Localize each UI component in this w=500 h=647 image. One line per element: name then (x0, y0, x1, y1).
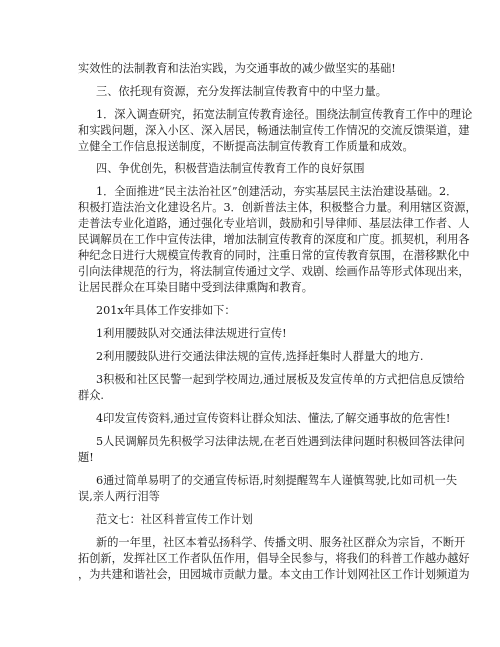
section-heading: 范文七：社区科普宣传工作计划 (96, 513, 253, 526)
text-line: 和实践问题，深入小区、深入居民，畅通法制宣传工作情况的交流反馈渠道，建 (78, 124, 470, 137)
list-item: 3积极和社区民警一起到学校周边,通过展板及发宣传单的方式把信息反馈给 (96, 373, 465, 386)
list-item: 2利用腰鼓队进行交通法律法规的宣传,选择赶集时人群量大的地方. (96, 350, 424, 363)
text-line: 1．深入调查研究，拓宽法制宣传教育途径。围绕法制宣传教育工作中的理论 (96, 108, 473, 121)
text-line: 积极打造法治文化建设名片。3．创新普法主体，积极整合力量。利用辖区资源， (78, 201, 477, 214)
list-item: 4印发宣传资料,通过宣传资料让群众知法、懂法,了解交通事故的危害性! (96, 412, 451, 425)
text-line: 群众. (78, 389, 104, 402)
section-heading: 三、依托现有资源，充分发挥法制宣传教育中的中坚力量。 (96, 85, 387, 98)
text-line: 误,亲人两行泪等 (78, 490, 160, 503)
text-line: 民调解员在工作中宣传法律，增加法制宣传教育的深度和广度。抓契机，利用各 (78, 233, 470, 246)
text-line: 让居民群众在耳染目睹中受到法律熏陶和教育。 (78, 281, 313, 294)
text-line: 1．全面推进“民主法治社区”创建活动，夯实基层民主法治建设基础。2． (96, 185, 458, 198)
list-item: 6通过简单易明了的交通宣传标语,时刻提醒驾车人谨慎驾驶,比如司机一失 (96, 474, 458, 487)
text-line: ，为共建和谐社会，田园城市贡献力量。本文由工作计划网社区工作计划频道为 (78, 568, 470, 581)
text-line: 201x年具体工作安排如下： (96, 304, 236, 317)
text-line: 走普法专业化道路，通过强化专业培训，鼓励和引导律师、基层法律工作者、人 (78, 217, 470, 230)
text-line: 引向法律规范的行为，将法制宣传通过文学、戏剧、绘画作品等形式体现出来， (78, 265, 470, 278)
text-line: 题! (78, 451, 94, 464)
list-item: 5人民调解员先积极学习法律法规,在老百姓遇到法律问题时积极回答法律问 (96, 435, 465, 448)
text-line: 种纪念日进行大规模宣传教育的同时，注重日常的宣传教育氛围，在潜移默化中 (78, 249, 470, 262)
list-item: 1利用腰鼓队对交通法律法规进行宣传! (96, 327, 287, 340)
section-heading: 四、争优创先，积极营造法制宣传教育工作的良好氛围 (96, 162, 365, 175)
text-line: 新的一年里，社区本着弘扬科学、传播文明、服务社区群众为宗旨，不断开 (96, 536, 466, 549)
text-line: 立健全工作信息报送制度，不断提高法制宣传教育工作质量和成效。 (78, 140, 414, 153)
text-line: 实效性的法制教育和法治实践，为交通事故的减少做坚实的基础! (78, 62, 396, 75)
text-line: 拓创新，发挥社区工作者队伍作用，倡导全民参与，将我们的科普工作越办越好 (78, 552, 470, 565)
